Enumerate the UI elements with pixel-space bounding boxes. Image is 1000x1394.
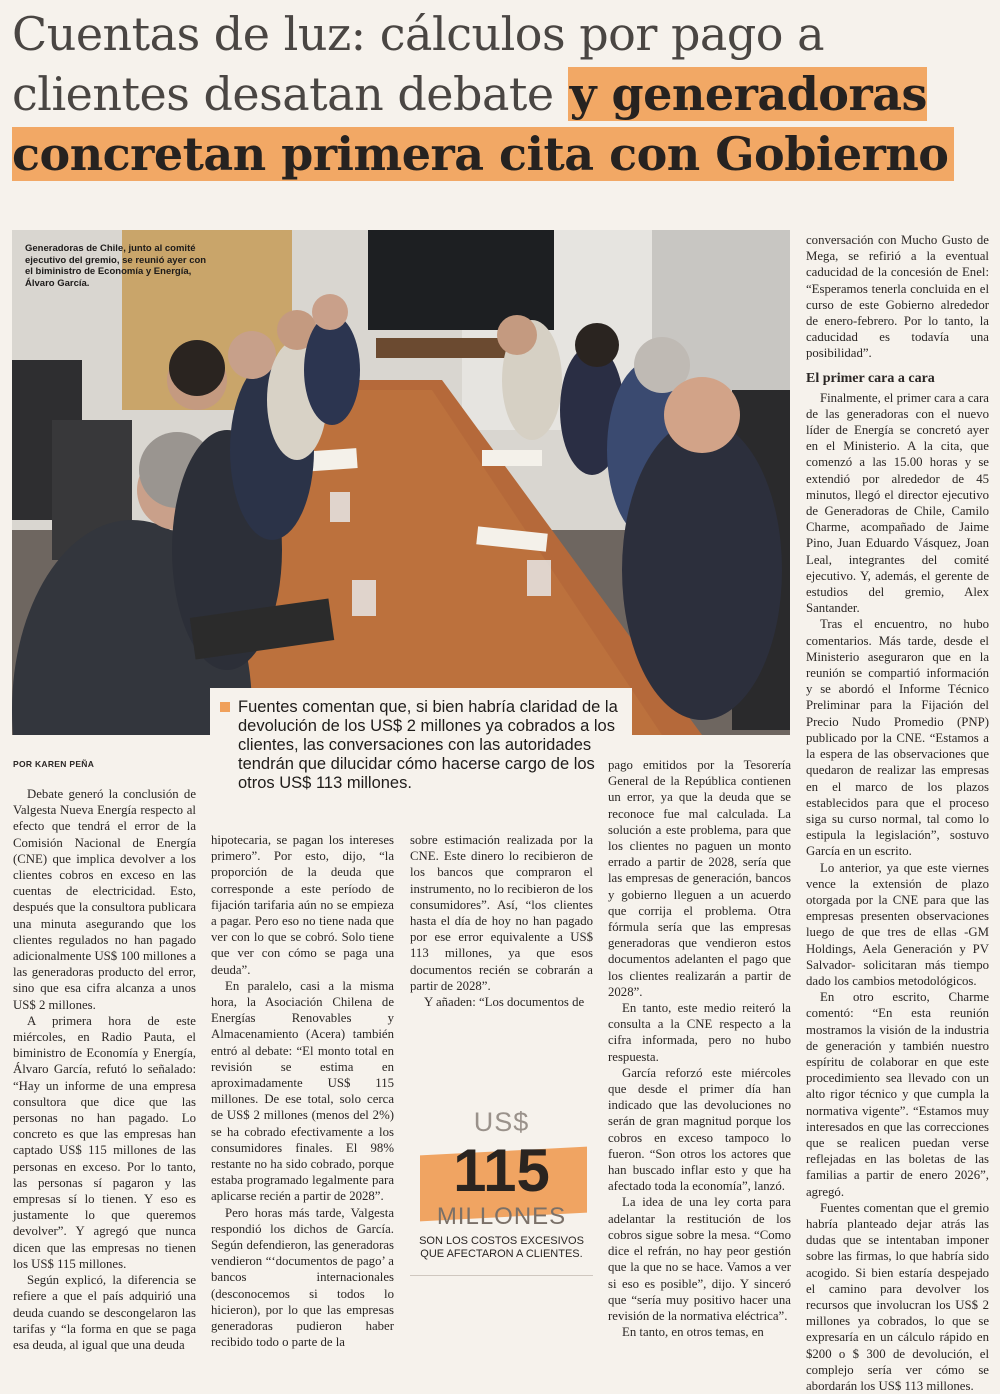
pull-quote xyxy=(210,688,632,805)
divider xyxy=(410,1275,593,1276)
paragraph: Pero horas más tarde, Valgesta respondió los dichos de García. Según defendieron, las generadoras vendieron “‘documentos de pago’ a bancos internacionales (desconocemos si todos lo hicieron), por lo que las empresas generadoras pudieron haber recibido todo o parte de la xyxy=(211,1205,394,1350)
paragraph: En otro escrito, Charme comentó: “En esta reunión mostramos la visión de la industria de generación y también nuestro espíritu de colaborar en que este procedimiento sea llevado con un alto rigor técnico y que cumpla la normativa vigente”. “Estamos muy interesados en que las correcciones que se realicen puedan verse reflejadas en las boletas de las familias a partir de enero 2026”, agregó. xyxy=(806,990,989,1199)
subheading: El primer cara a cara xyxy=(806,370,935,386)
headline xyxy=(12,4,988,184)
paragraph: Finalmente, el primer cara a cara de las generadoras con el nuevo líder de Energía se concretó ayer en el Ministerio. A la cita, que comenzó a las 15.00 horas y se extendió por alrededor de 45 minutos, llegó el director ejecutivo de Generadoras de Chile, Camilo Charme, acompañado de Jaime Pino, Juan Eduardo Vásquez, Joan Leal, integrantes del comité ejecutivo. Y, además, el gerente de estudios del gremio, Alex Santander. xyxy=(806,390,989,616)
meeting-photo xyxy=(12,230,790,735)
byline: POR KAREN PEÑA xyxy=(13,759,95,769)
stat-callout xyxy=(410,1095,593,1273)
paragraph: La idea de una ley corta para adelantar la restitución de los cobros sigue sobre la mesa. “Como dice el refrán, no hay peor gestión que la que no se hace. Vamos a ver si eso es posible”, dijo. Y sinceró que “sería muy positivo hacer una revisión de la normativa eléctrica”. xyxy=(608,1195,791,1323)
stat-unit: MILLONES xyxy=(436,1203,567,1230)
headline-highlight: y generadoras concretan primera cita con Gobierno xyxy=(12,67,954,181)
headline-part-1: Cuentas de luz: cálculos por pago a clientes desatan debate xyxy=(12,7,825,121)
stat-currency: US$ xyxy=(473,1107,530,1137)
paragraph: En tanto, este medio reiteró la consulta a la CNE respecto a la cifra informada, pero no hubo respuesta. xyxy=(608,1001,791,1064)
article-column-3 xyxy=(410,832,593,1010)
paragraph: En paralelo, casi a la misma hora, la Asociación Chilena de Energías Renovables y Almacenamiento (Acera) también entró al debate: “El monto total en revisión se estima en aproximadamente US$ 115 millones. De ese total, solo cerca de US$ 2 millones (menos del 2%) se ha cobrado efectivamente a los consumidores finales. El 98% restante no ha sido cobrado, porque estaba programado legalmente para aplicarse recién a partir de 2028”. xyxy=(211,978,394,1204)
paragraph: Y añaden: “Los documentos de xyxy=(424,995,585,1010)
paragraph: Tras el encuentro, no hubo comentarios. Más tarde, desde el Ministerio aseguraron que en la reunión se compartió información y se abordó el Informe Técnico Preliminar para la Fijación del Precio Nudo Promedio (PNP) publicado por la CNE. “Estamos a la espera de las observaciones que quedaron de realizar las empresas en el marco de los plazos establecidos para que el proceso siga su curso normal, tal como lo estipula la legislación”, sostuvo García en un escrito. xyxy=(806,617,989,859)
stat-description: SON LOS COSTOS EXCESIVOS QUE AFECTARON A CLIENTES. xyxy=(419,1235,584,1260)
meeting-illustration xyxy=(12,230,790,735)
bullet-square-icon xyxy=(220,702,230,712)
paragraph: Fuentes comentan que el gremio habría planteado dejar atrás las dudas que se intentaban imponer sobre las firmas, lo que habría sido acogido. Si bien estaría despejado el camino para devolver los recursos que involucran los US$ 2 millones ya cobrados, lo que se expresaría en un cálculo rápido en $200 o $ 300 de devolución, el complejo sería ver cómo se abordarán los US$ 113 millones. xyxy=(806,1200,989,1394)
paragraph: pago emitidos por la Tesorería General de la República contienen un error, ya que la deuda que se reconoce fue mal calculada. La solución a este problema, para que los clientes no paguen un monto errado a partir de 2028, sería que las empresas de generación, bancos y gobierno lleguen a un acuerdo que corrija el problema. Otra fórmula sería que las empresas generadoras que vendieron estos documentos adelanten el pago que los clientes realizarán a partir de 2028”. xyxy=(608,758,791,999)
paragraph: Lo anterior, ya que este viernes vence la extensión de plazo otorgada por la CNE para que las empresas presenten observaciones luego de que tres de ellas -GM Holdings, Aela Generación y PV Salvador- solicitaran más tiempo dado los cambios metodológicos. xyxy=(806,860,989,988)
paragraph: A primera hora de este miércoles, en Radio Pauta, el biministro de Economía y Energía, Álvaro García, refutó lo señalado: “Hay un informe de una empresa consultora que dice que las personas no han pagado. Lo concreto es que las empresas han captado US$ 115 millones de las personas en exceso. Por lo tanto, las personas sí pagaron y las empresas sí lo tienen. Y eso es justamente lo que queremos devolver”. Y agregó que nunca dicen que las empresas no tienen los US$ 115 millones. xyxy=(13,1013,196,1271)
article-column-1 xyxy=(13,786,196,1353)
paragraph: sobre estimación realizada por la CNE. Este dinero lo recibieron de los bancos que compraron el instrumento, no lo recibieron de los consumidores”. Así, “los clientes hasta el día de hoy no han pagado por ese error equivalente a US$ 113 millones, ya que esos documentos recién se cobrarán a partir de 2028”. xyxy=(410,833,593,993)
article-column-5 xyxy=(806,232,989,1394)
photo-caption: Generadoras de Chile, junto al comité ejecutivo del gremio, se reunió ayer con el biministro de Economía y Energía, Álvaro García. xyxy=(25,243,207,289)
paragraph: Debate generó la conclusión de Valgesta Nueva Energía respecto al efecto que tendrá el error de la Comisión Nacional de Energía (CNE) que implica devolver a los clientes cobros en exceso en las cuentas de electricidad. Esto, después que la consultora publicara una minuta asegurando que los clientes regulados no han pagado adicionalmente US$ 100 millones a las generadoras producto del error, sino que esa cifra alcanza a unos US$ 2 millones. xyxy=(13,787,196,1012)
paragraph: García reforzó este miércoles que desde el primer día han indicado que las devoluciones no serán de gran magnitud porque los cobros en exceso tampoco lo fueron. “Son otros los actores que han buscado inflar esto y que ha afectado toda la economía”, lanzó. xyxy=(608,1065,791,1194)
stat-value: 115 xyxy=(453,1137,550,1204)
paragraph: Según explicó, la diferencia se refiere a que el país adquirió una deuda cuando se descongelaron las tarifas y “la forma en que se paga esa deuda, al igual que una deuda xyxy=(13,1273,196,1352)
article-column-2 xyxy=(211,832,394,1351)
pull-quote-text: Fuentes comentan que, si bien habría claridad de la devolución de los US$ 2 millones ya cobrados a los clientes, las conversaciones con las autoridades tendrán que dilucidar cómo hacerse cargo de los otros US$ 113 millones. xyxy=(238,698,618,792)
paragraph: En tanto, en otros temas, en xyxy=(622,1325,764,1340)
article-column-4 xyxy=(608,757,791,1340)
paragraph: conversación con Mucho Gusto de Mega, se refirió a la eventual caducidad de la concesión de Enel: “Esperamos tenerla concluida en el curso de este Gobierno alrededor de enero-febrero. Por lo tanto, la caducidad es todavía una posibilidad”. xyxy=(806,233,989,361)
paragraph: hipotecaria, se pagan los intereses primero”. Por esto, dijo, “la proporción de la deuda que corresponde a este período de fijación tarifaria aún no se empieza a pagar. Pero eso no tiene nada que ver con lo que se cobró. Solo tiene que ver con cómo se paga una deuda”. xyxy=(211,833,394,977)
